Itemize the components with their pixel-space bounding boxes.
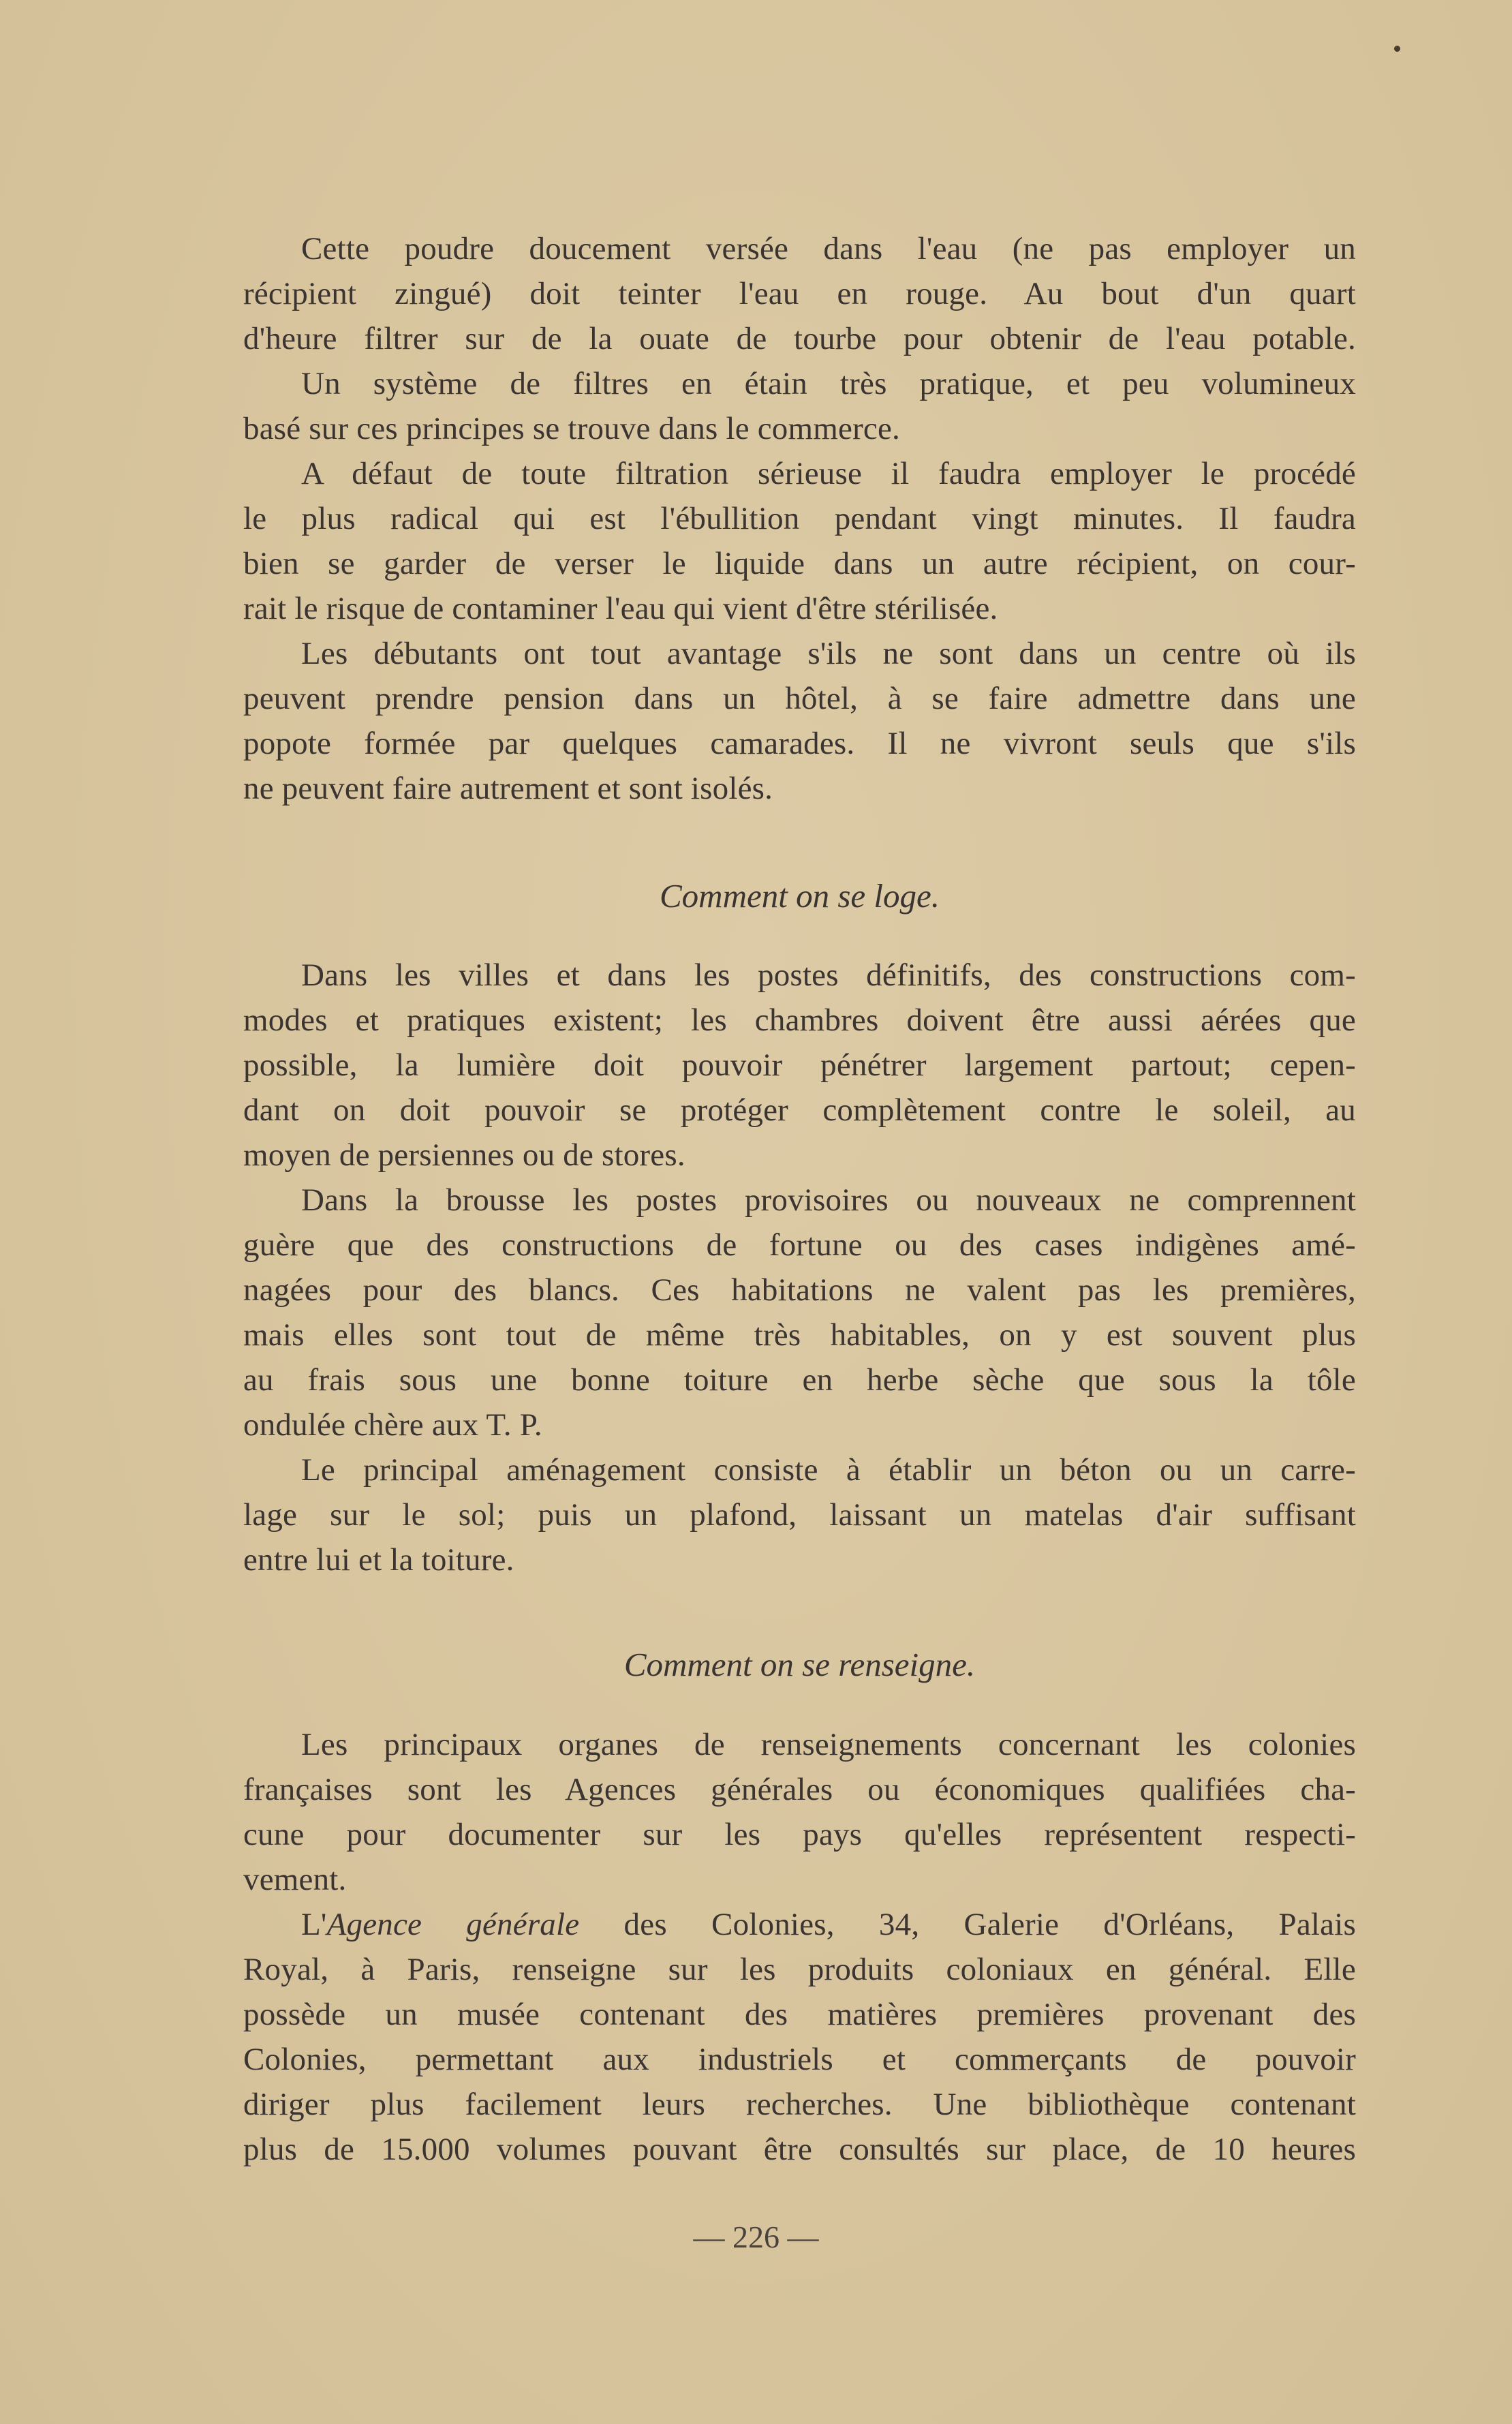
text-line: rait le risque de contaminer l'eau qui vient d'être stérilisée. bbox=[243, 591, 998, 626]
text-line: possible, la lumière doit pouvoir pénétrer largement partout; cepen- bbox=[243, 1047, 1356, 1083]
text-line: bien se garder de verser le liquide dans un autre récipient, on cour- bbox=[243, 546, 1356, 581]
text-line: récipient zingué) doit teinter l'eau en rouge. Au bout d'un quart bbox=[243, 276, 1356, 311]
text-line: Les débutants ont tout avantage s'ils ne sont dans un centre où ils bbox=[301, 636, 1356, 671]
text-line: Le principal aménagement consiste à établir un béton ou un carre- bbox=[301, 1452, 1356, 1488]
text-line: françaises sont les Agences générales ou économiques qualifiées cha- bbox=[243, 1772, 1356, 1807]
paragraph bbox=[243, 226, 1356, 361]
text-line: A défaut de toute filtration sérieuse il faudra employer le procédé bbox=[301, 456, 1356, 491]
text-line: guère que des constructions de fortune ou des cases indigènes amé- bbox=[243, 1227, 1356, 1263]
paragraph bbox=[243, 451, 1356, 631]
section-lodging bbox=[243, 953, 1356, 1582]
text-line: cune pour documenter sur les pays qu'elles représentent respecti- bbox=[243, 1817, 1356, 1852]
text-line: mais elles sont tout de même très habitables, on y est souvent plus bbox=[243, 1317, 1356, 1353]
text-line: moyen de persiennes ou de stores. bbox=[243, 1137, 685, 1173]
section-water-filtration bbox=[243, 226, 1356, 811]
paragraph bbox=[243, 631, 1356, 811]
section-information bbox=[243, 1722, 1356, 2172]
text-line: modes et pratiques existent; les chambres doivent être aussi aérées que bbox=[243, 1002, 1356, 1038]
paper-speck bbox=[1394, 46, 1400, 52]
text-line: Cette poudre doucement versée dans l'eau (ne pas employer un bbox=[301, 231, 1356, 266]
text-line: d'heure filtrer sur de la ouate de tourbe pour obtenir de l'eau potable. bbox=[243, 321, 1356, 356]
text-line-agence bbox=[243, 1902, 1356, 1947]
section-heading-lodging: Comment on se loge. bbox=[660, 877, 940, 915]
paragraph bbox=[243, 953, 1356, 1178]
text-line: diriger plus facilement leurs recherches. Une bibliothèque contenant bbox=[243, 2087, 1356, 2122]
text-line: Royal, à Paris, renseigne sur les produits coloniaux en général. Elle bbox=[243, 1952, 1356, 1987]
italic-agency-name: Agence générale bbox=[326, 1907, 580, 1942]
text-fragment: des Colonies, 34, Galerie d'Orléans, Palais bbox=[579, 1907, 1356, 1942]
text-line: vement. bbox=[243, 1862, 347, 1897]
text-line: popote formée par quelques camarades. Il ne vivront seuls que s'ils bbox=[243, 726, 1356, 761]
paragraph bbox=[243, 1722, 1356, 1902]
text-line: plus de 15.000 volumes pouvant être consultés sur place, de 10 heures bbox=[243, 2132, 1356, 2167]
text-line: au frais sous une bonne toiture en herbe sèche que sous la tôle bbox=[243, 1362, 1356, 1398]
text-line: Colonies, permettant aux industriels et commerçants de pouvoir bbox=[243, 2042, 1356, 2077]
text-line: Un système de filtres en étain très pratique, et peu volumineux bbox=[301, 366, 1356, 401]
paragraph bbox=[243, 1178, 1356, 1447]
text-line: possède un musée contenant des matières premières provenant des bbox=[243, 1997, 1356, 2032]
text-fragment: L' bbox=[301, 1907, 327, 1942]
paragraph bbox=[243, 1902, 1356, 2172]
text-line: le plus radical qui est l'ébullition pendant vingt minutes. Il faudra bbox=[243, 501, 1356, 536]
text-line: basé sur ces principes se trouve dans le commerce. bbox=[243, 411, 900, 446]
text-line: ondulée chère aux T. P. bbox=[243, 1407, 542, 1443]
text-line: Les principaux organes de renseignements concernant les colonies bbox=[301, 1727, 1356, 1762]
text-line: lage sur le sol; puis un plafond, laissant un matelas d'air suffisant bbox=[243, 1497, 1356, 1533]
text-line: dant on doit pouvoir se protéger complètement contre le soleil, au bbox=[243, 1092, 1356, 1128]
text-line: entre lui et la toiture. bbox=[243, 1542, 514, 1578]
text-line: nagées pour des blancs. Ces habitations ne valent pas les premières, bbox=[243, 1272, 1356, 1308]
paragraph bbox=[243, 1447, 1356, 1582]
text-line: Dans la brousse les postes provisoires ou nouveaux ne comprennent bbox=[301, 1182, 1356, 1218]
paragraph bbox=[243, 361, 1356, 451]
page-number: — 226 — bbox=[693, 2220, 819, 2254]
text-line: peuvent prendre pension dans un hôtel, à se faire admettre dans une bbox=[243, 681, 1356, 716]
text-line: ne peuvent faire autrement et sont isolés. bbox=[243, 771, 773, 806]
text-line: Dans les villes et dans les postes définitifs, des constructions com- bbox=[301, 957, 1356, 993]
section-heading-information: Comment on se renseigne. bbox=[623, 1646, 976, 1683]
